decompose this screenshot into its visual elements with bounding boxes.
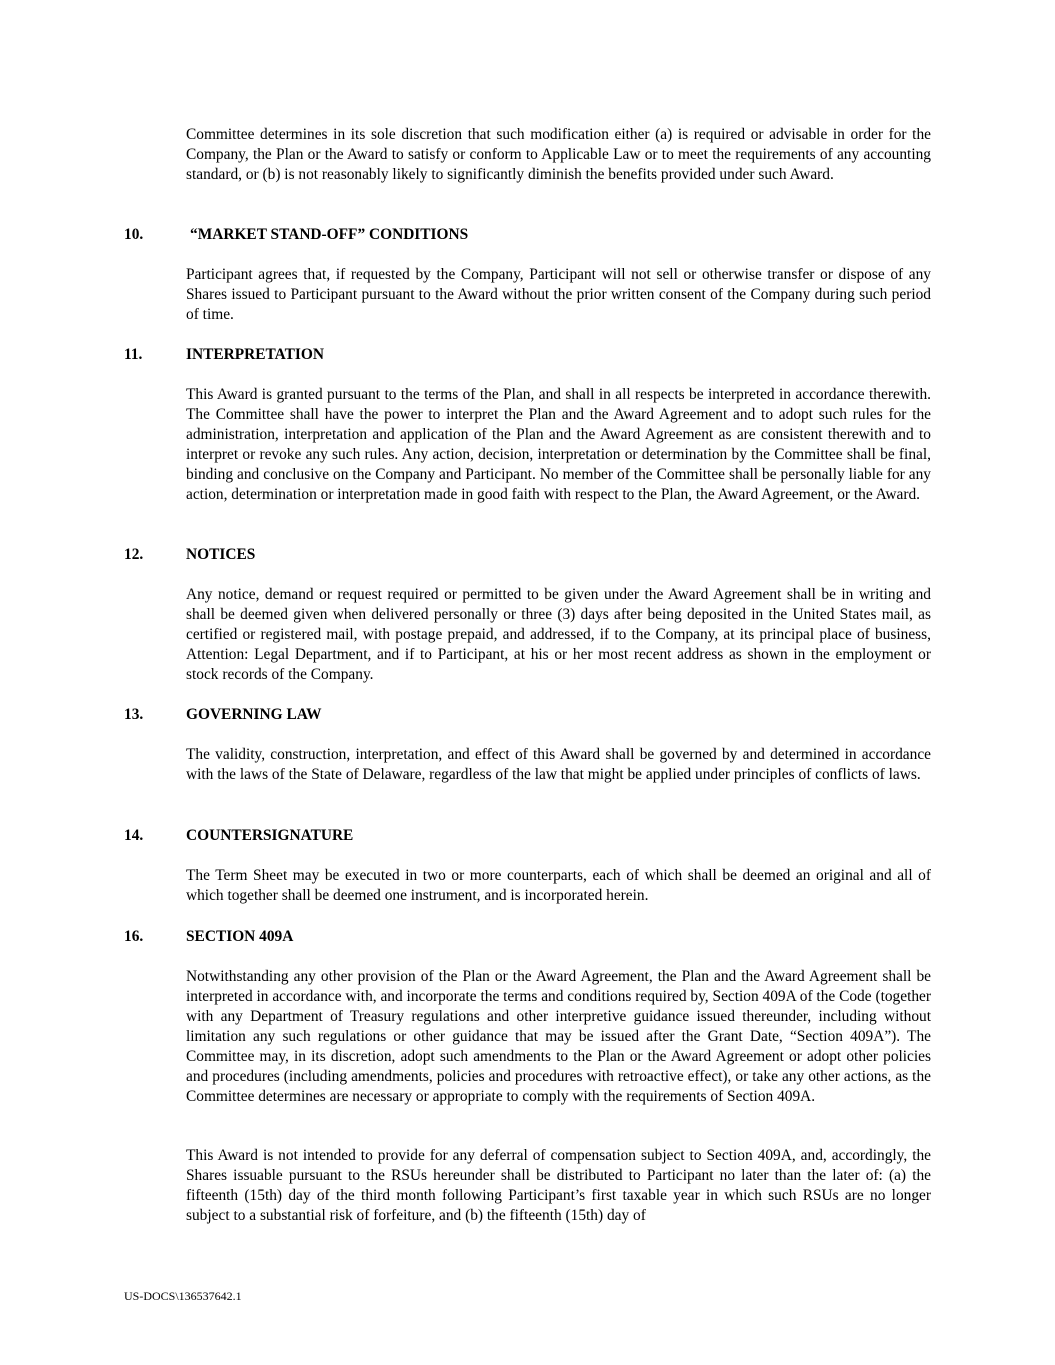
intro-paragraph: Committee determines in its sole discretion that such modification either (a) is required or advisable in order for the Company, the Plan or the Award to satisfy or conform to Applicable Law or to meet the requirements of any accounting standard, or (b) is not reasonably likely to significantly diminish the benefits provided under such Award. bbox=[186, 126, 931, 183]
section-14-paragraph: The Term Sheet may be executed in two or more counterparts, each of which shall be deemed an original and all of which together shall be deemed one instrument, and is incorporated herein. bbox=[186, 867, 931, 904]
section-title: INTERPRETATION bbox=[186, 346, 324, 363]
section-11-paragraph: This Award is granted pursuant to the terms of the Plan, and shall in all respects be interpreted in accordance therewith. The Committee shall have the power to interpret the Plan and the Award Agreement and to adopt such rules for the administration, interpretation and application of the Plan and the Award Agreement as are consistent therewith and to interpret or revoke any such rules. Any action, decision, interpretation or determination by the Committee shall be final, binding and conclusive on the Company and Participant. No member of the Committee shall be personally liable for any action, determination or interpretation made in good faith with respect to the Plan, the Award Agreement, or the Award. bbox=[186, 386, 931, 503]
section-number: 12. bbox=[124, 546, 144, 563]
section-title: SECTION 409A bbox=[186, 928, 294, 945]
section-13-paragraph: The validity, construction, interpretation, and effect of this Award shall be governed by and determined in accordance with the laws of the State of Delaware, regardless of the law that might be applied under principles of conflicts of laws. bbox=[186, 746, 931, 783]
section-title: “MARKET STAND-OFF” CONDITIONS bbox=[190, 226, 469, 243]
section-title: NOTICES bbox=[186, 546, 256, 563]
section-number: 11. bbox=[124, 346, 143, 363]
section-12-paragraph: Any notice, demand or request required or permitted to be given under the Award Agreement shall be in writing and shall be deemed given when delivered personally or three (3) days after being deposited in the United States mail, as certified or registered mail, with postage prepaid, and addressed, if to the Company, at its principal place of business, Attention: Legal Department, and if to Participant, at his or her most recent address as shown in the employment or stock records of the Company. bbox=[186, 586, 931, 683]
section-10-paragraph: Participant agrees that, if requested by the Company, Participant will not sell or otherwise transfer or dispose of any Shares issued to Participant pursuant to the Award without the prior written consent of the Company during such period of time. bbox=[186, 266, 931, 323]
section-number: 10. bbox=[124, 226, 144, 243]
section-heading-14 bbox=[124, 826, 931, 846]
section-heading-10 bbox=[124, 225, 931, 245]
section-16-paragraph-1: Notwithstanding any other provision of the Plan or the Award Agreement, the Plan and the Award Agreement shall be interpreted in accordance with, and incorporate the terms and conditions required by, Section 409A of the Code (together with any Department of Treasury regulations and other interpretive guidance issued thereunder, including without limitation any such regulations or other guidance that may be issued after the Grant Date, “Section 409A”). The Committee may, in its discretion, adopt such amendments to the Plan or the Award Agreement or adopt other policies and procedures (including amendments, policies and procedures with retroactive effect), or take any other actions, as the Committee determines are necessary or appropriate to comply with the requirements of Section 409A. bbox=[186, 968, 931, 1105]
section-16-paragraph-2: This Award is not intended to provide for any deferral of compensation subject to Section 409A, and, accordingly, the Shares issuable pursuant to the RSUs hereunder shall be distributed to Participant no later than the later of: (a) the fifteenth (15th) day of the third month following Participant’s first taxable year in which such RSUs are no longer subject to a substantial risk of forfeiture, and (b) the fifteenth (15th) day of bbox=[186, 1147, 931, 1224]
section-heading-12 bbox=[124, 545, 931, 565]
section-heading-11 bbox=[124, 345, 931, 365]
document-id-footer: US-DOCS\136537642.1 bbox=[124, 1289, 242, 1303]
section-heading-13 bbox=[124, 705, 931, 725]
section-title: COUNTERSIGNATURE bbox=[186, 827, 354, 844]
section-heading-16 bbox=[124, 927, 931, 947]
section-number: 16. bbox=[124, 928, 144, 945]
section-number: 13. bbox=[124, 706, 144, 723]
section-title: GOVERNING LAW bbox=[186, 706, 322, 723]
section-number: 14. bbox=[124, 827, 144, 844]
